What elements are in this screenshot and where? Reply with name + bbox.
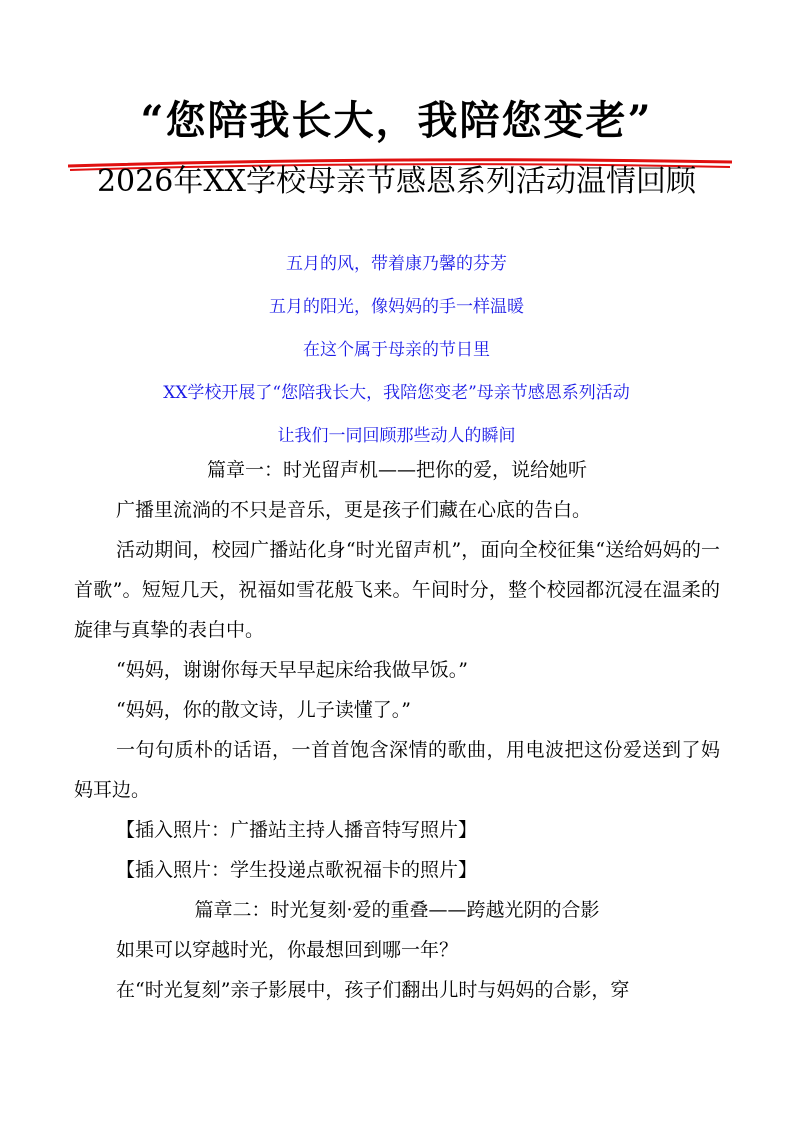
- paragraph: 活动期间，校园广播站化身“时光留声机”，面向全校征集“送给妈妈的一首歌”。短短几天，祝福如雪花般飞来。午间时分，整个校园都沉浸在温柔的旋律与真挚的表白中。: [74, 539, 720, 641]
- paragraph: 在“时光复刻”亲子影展中，孩子们翻出儿时与妈妈的合影，穿: [116, 979, 630, 1001]
- quote-paragraph: “妈妈，你的散文诗，儿子读懂了。”: [116, 699, 411, 721]
- document-subtitle: 2026年XX学校母亲节感恩系列活动温情回顾: [96, 164, 697, 199]
- paragraph: 如果可以穿越时光，你最想回到哪一年？: [116, 939, 459, 961]
- intro-line: XX学校开展了“您陪我长大，我陪您变老”母亲节感恩系列活动: [163, 383, 630, 403]
- paragraph: 一句句质朴的话语，一首首饱含深情的歌曲，用电波把这份爱送到了妈妈耳边。: [74, 739, 720, 801]
- photo-placeholder-note: 【插入照片：学生投递点歌祝福卡的照片】: [116, 859, 478, 881]
- intro-line: 五月的阳光，像妈妈的手一样温暖: [269, 297, 524, 317]
- chapter-heading: 篇章一：时光留声机——把你的爱，说给她听: [206, 459, 587, 481]
- intro-line: 在这个属于母亲的节日里: [303, 340, 490, 360]
- paragraph: 广播里流淌的不只是音乐，更是孩子们藏在心底的告白。: [116, 499, 592, 521]
- chapter-heading: 篇章二：时光复刻·爱的重叠——跨越光阴的合影: [194, 899, 600, 921]
- photo-placeholder-note: 【插入照片：广播站主持人播音特写照片】: [116, 819, 478, 841]
- intro-line: 让我们一同回顾那些动人的瞬间: [277, 426, 516, 446]
- intro-line: 五月的风，带着康乃馨的芬芳: [286, 254, 507, 274]
- quote-paragraph: “妈妈，谢谢你每天早早起床给我做早饭。”: [116, 659, 468, 681]
- document-title: “您陪我长大，我陪您变老”: [140, 97, 653, 144]
- intro-block: [0, 243, 793, 458]
- article-body: [74, 450, 720, 1010]
